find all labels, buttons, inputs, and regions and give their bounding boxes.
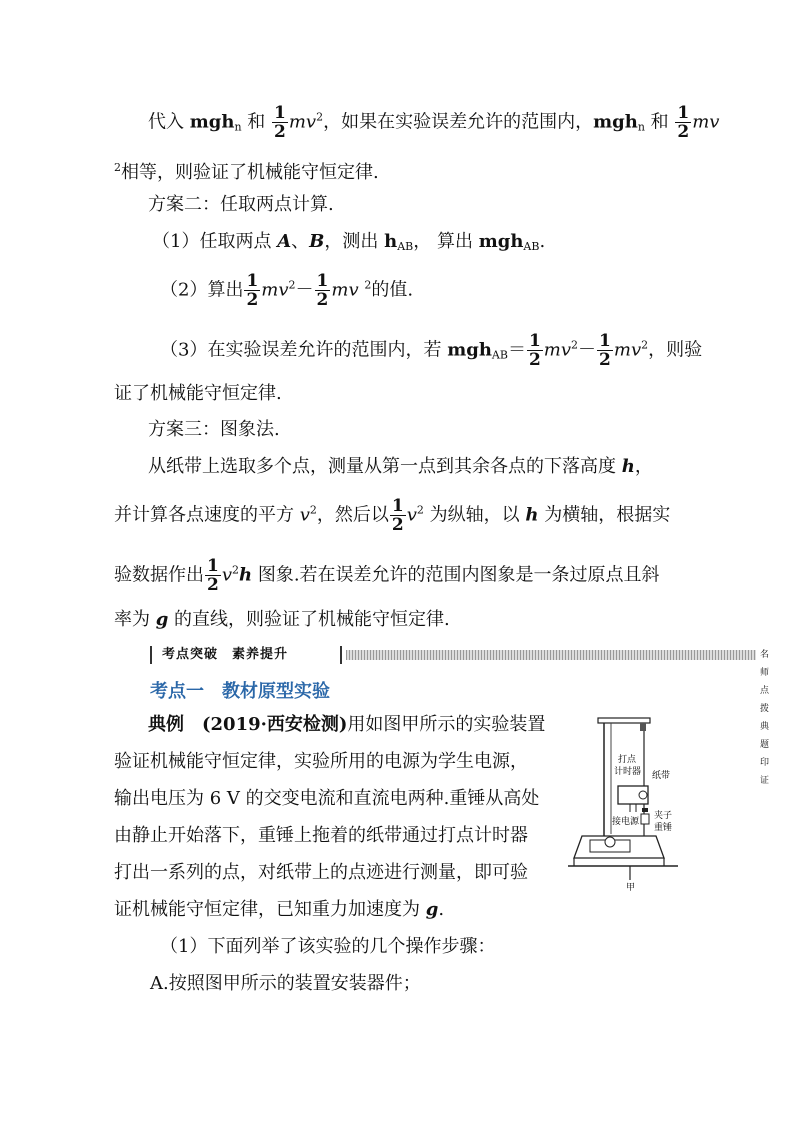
superscript: 2	[364, 278, 372, 292]
superscript: 2	[114, 161, 121, 174]
step-3-continued	[114, 382, 282, 406]
formula-v: v	[221, 564, 233, 586]
banner-subtitle: 名师点拨 典题印证	[760, 650, 770, 786]
text: （3）在实验误差允许的范围内，若	[160, 339, 448, 361]
formula-mv: mv	[331, 279, 365, 301]
denominator: 2	[207, 575, 219, 595]
numerator: 1	[246, 271, 259, 291]
superscript: 2	[316, 110, 324, 124]
fraction-half	[675, 104, 691, 141]
text: 打出一系列的点，对纸带上的点迹进行测量，即可验	[114, 862, 528, 883]
minus-sign: －	[578, 339, 597, 361]
minus-sign: －	[295, 279, 314, 301]
fraction-half	[597, 332, 613, 369]
text: A.按照图甲所示的装置安装器件；	[150, 973, 421, 994]
text: ，如果在实验误差允许的范围内，	[323, 111, 594, 133]
paragraph-line-1	[148, 104, 719, 141]
example-source: (2019·西安检测)	[184, 714, 348, 735]
text: 相等，则验证了机械能守恒定律.	[121, 162, 379, 183]
formula-v: v	[406, 504, 417, 526]
plan-two-heading	[148, 193, 334, 217]
numerator: 1	[316, 271, 329, 291]
numerator: 1	[207, 556, 219, 576]
plan-three-line-1	[148, 455, 653, 479]
formula-g: g	[425, 899, 439, 920]
top-crossbar	[598, 718, 650, 723]
text: 代入	[148, 111, 190, 133]
weight-bottom	[605, 837, 615, 847]
text: ， 算出	[413, 231, 479, 252]
formula-mgh: mgh	[447, 339, 492, 361]
text: 的值.	[371, 279, 414, 301]
formula-mv: mv	[261, 279, 289, 301]
text: 和	[241, 111, 271, 133]
text: ，	[634, 456, 653, 477]
text: 和	[644, 111, 675, 133]
formula-h: h	[621, 456, 635, 477]
subscript: n	[234, 120, 242, 134]
text: 图象.若在误差允许的范围内图象是一条过原点且斜	[252, 564, 660, 586]
label-timer-1: 打点	[618, 755, 637, 765]
text: 用如图甲所示的实验装置	[347, 714, 546, 735]
denominator: 2	[599, 350, 611, 370]
example-line-4	[114, 824, 528, 848]
formula-mgh: mgh	[478, 231, 524, 252]
formula-mgh: mgh	[593, 111, 638, 133]
example-line-3	[114, 787, 539, 811]
example-line-6	[114, 898, 444, 922]
text: 输出电压为 6 V 的交变电流和直流电两种.重锤从高处	[114, 788, 540, 809]
denominator: 2	[274, 122, 286, 142]
text: 率为	[114, 609, 156, 630]
example-line-1	[148, 713, 545, 737]
numerator: 1	[599, 331, 611, 351]
subscript: AB	[491, 348, 508, 362]
denominator: 2	[391, 515, 404, 535]
subscript: AB	[397, 240, 414, 253]
formula-mv: mv	[613, 339, 642, 361]
fraction-half	[244, 272, 260, 309]
text: 验数据作出	[114, 564, 204, 586]
fraction-half	[390, 497, 406, 534]
text: .	[438, 899, 445, 920]
label-weight: 重锤	[654, 823, 673, 833]
denominator: 2	[316, 290, 329, 310]
label-clip: 夹子	[654, 811, 673, 821]
text: 并计算各点速度的平方	[114, 504, 300, 526]
text: 方案三：图象法.	[148, 419, 280, 440]
timer-box	[618, 786, 648, 804]
numerator: 1	[677, 103, 690, 123]
weight	[641, 814, 649, 824]
label-timer-2: 计时器	[614, 767, 642, 777]
formula-g: g	[155, 609, 169, 630]
superscript: 2	[416, 503, 424, 517]
text: 证机械能守恒定律，已知重力加速度为	[114, 899, 426, 920]
numerator: 1	[274, 103, 286, 123]
denominator: 2	[246, 290, 259, 310]
fraction-half	[272, 104, 288, 141]
superscript: 2	[571, 338, 579, 352]
step-3	[160, 332, 702, 369]
text: （1）下面列举了该实验的几个操作步骤：	[160, 936, 496, 957]
example-line-2	[114, 750, 528, 774]
text: ，测出	[324, 231, 385, 252]
apparatus-diagram	[568, 714, 688, 894]
banner-stripe	[346, 650, 756, 660]
superscript: 2	[309, 503, 317, 517]
equals-sign: ＝	[507, 339, 526, 361]
numerator: 1	[528, 331, 541, 351]
text: （2）算出	[160, 279, 244, 301]
superscript: 2	[232, 563, 240, 577]
label-power: 接电源	[612, 817, 640, 827]
text: ，然后以	[316, 504, 389, 526]
text: 的直线，则验证了机械能守恒定律.	[168, 609, 450, 630]
section-title: 考点一 教材原型实验	[150, 681, 330, 702]
text: 为横轴，根据实	[538, 504, 671, 526]
clip	[642, 808, 648, 812]
label-tape: 纸带	[652, 771, 671, 781]
fraction-half	[527, 332, 543, 369]
denominator: 2	[677, 122, 690, 142]
text: 方案二：任取两点计算.	[148, 194, 334, 215]
plan-three-line-4	[114, 608, 450, 632]
text: .	[539, 231, 546, 252]
top-clamp	[640, 723, 646, 731]
paragraph-line-2	[114, 156, 379, 185]
step-a	[150, 972, 421, 996]
step-1	[152, 230, 545, 259]
numerator: 1	[391, 496, 404, 516]
fraction-half	[205, 557, 221, 594]
plan-three-heading	[148, 418, 280, 442]
text: 从纸带上选取多个点，测量从第一点到其余各点的下落高度	[148, 456, 622, 477]
figure-caption: 甲	[626, 883, 636, 893]
plan-three-line-2	[114, 497, 670, 534]
superscript: 2	[641, 338, 649, 352]
formula-mgh: mgh	[189, 111, 235, 133]
fraction-half	[315, 272, 331, 309]
text: 为纵轴，以	[423, 504, 526, 526]
text: 、	[291, 231, 310, 252]
plan-three-line-3	[114, 557, 660, 594]
question-1	[160, 935, 495, 959]
text: 验证机械能守恒定律，实验所用的电源为学生电源，	[114, 751, 528, 772]
formula-h: h	[239, 564, 253, 586]
step-2	[160, 272, 413, 309]
subscript: AB	[523, 240, 540, 253]
text: ，则验	[648, 339, 703, 361]
formula-h: h	[525, 504, 539, 526]
banner-title: 考点突破 素养提升	[150, 646, 342, 664]
superscript: 2	[288, 278, 296, 292]
point-b: B	[309, 231, 325, 252]
formula-v: v	[299, 504, 310, 526]
formula-mv: mv	[692, 111, 720, 133]
formula-h: h	[384, 231, 398, 252]
example-line-5	[114, 861, 528, 885]
example-label: 典例	[148, 714, 184, 735]
formula-mv: mv	[543, 339, 572, 361]
subscript: n	[637, 120, 645, 134]
text: 证了机械能守恒定律.	[114, 383, 282, 404]
denominator: 2	[528, 350, 541, 370]
apparatus-figure	[568, 714, 688, 894]
formula-mv: mv	[288, 111, 317, 133]
text: 由静止开始落下，重锤上拖着的纸带通过打点计时器	[114, 825, 528, 846]
text: （1）任取两点	[152, 231, 278, 252]
point-a: A	[277, 231, 292, 252]
